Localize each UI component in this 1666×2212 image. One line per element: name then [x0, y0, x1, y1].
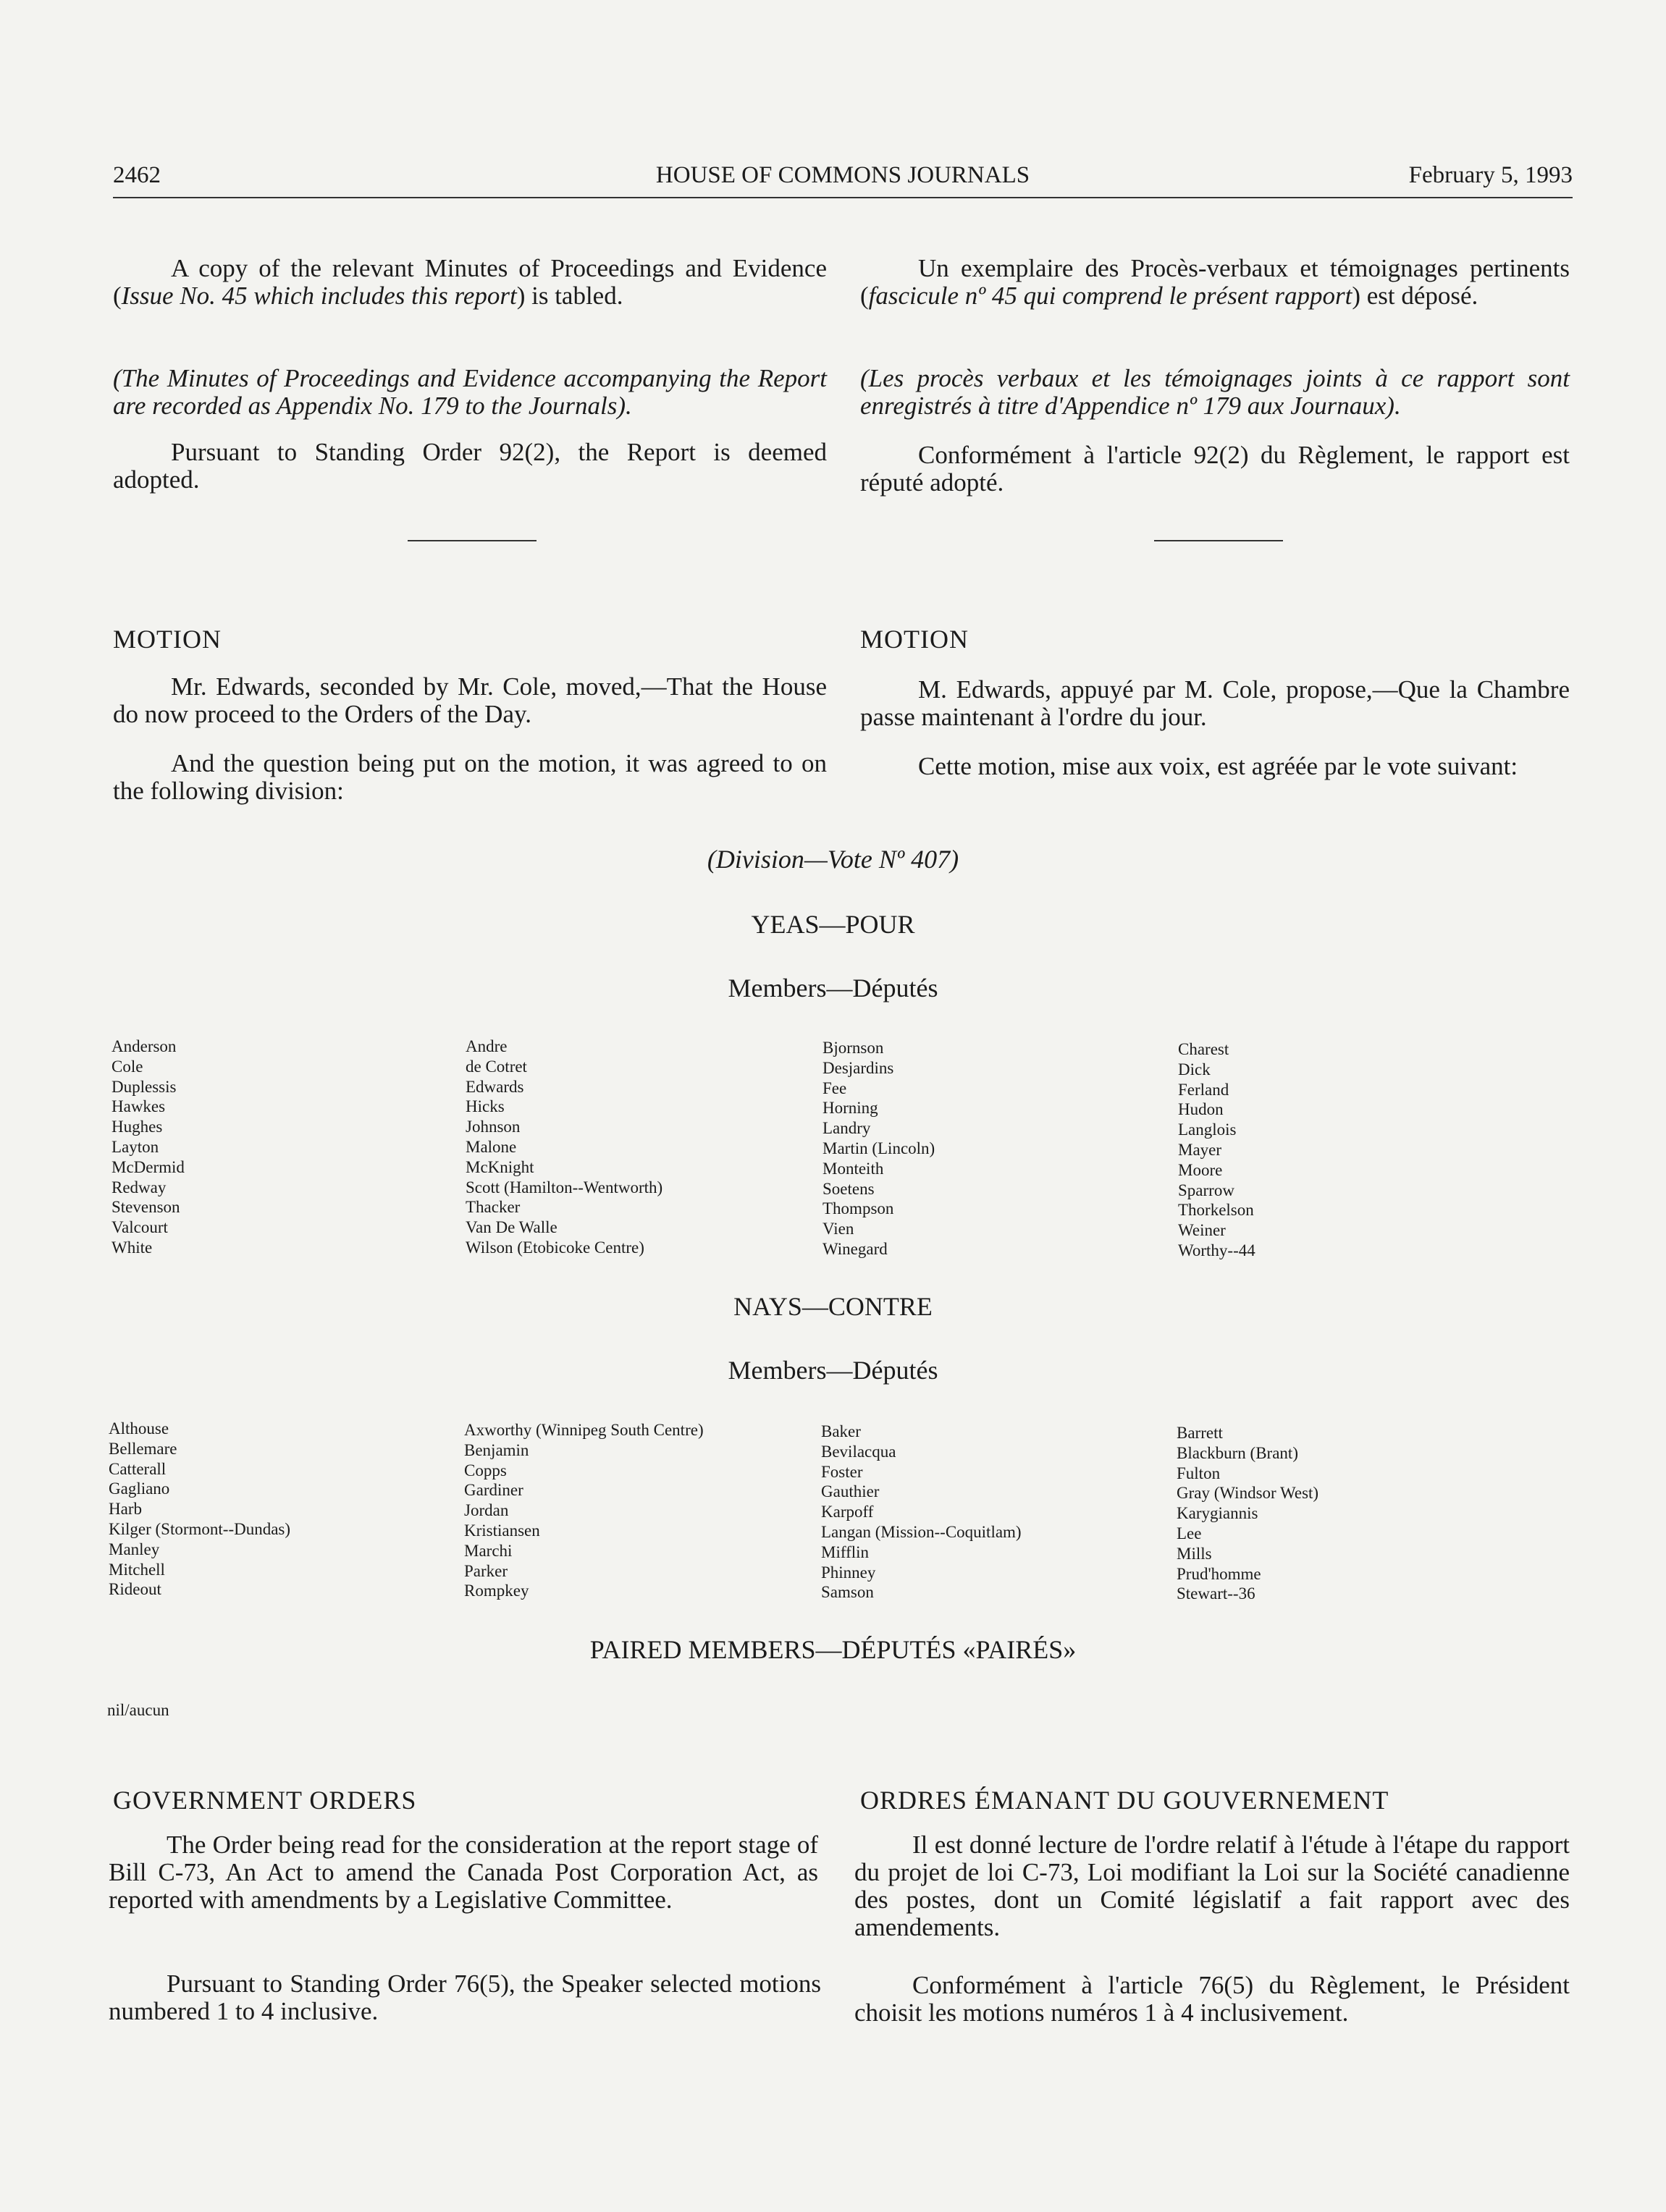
member-name: Redway — [112, 1178, 167, 1196]
nays-heading: NAYS—CONTRE — [733, 1292, 933, 1321]
paired-heading: PAIRED MEMBERS—DÉPUTÉS «PAIRÉS» — [589, 1635, 1077, 1664]
member-name: Lee — [1177, 1524, 1202, 1542]
member-name: Soetens — [823, 1179, 875, 1198]
member-name: Layton — [112, 1137, 159, 1156]
member-name: Ferland — [1178, 1080, 1229, 1099]
member-name: Stevenson — [112, 1198, 180, 1217]
section-divider-fr — [1154, 540, 1283, 541]
gov-p2-en-wrap — [109, 1970, 821, 2025]
member-name: Sparrow — [1178, 1181, 1234, 1199]
appendix-note-en: (The Minutes of Proceedings and Evidence accompanying the Report are recorded as Appendix No. 179 to the Journals). — [113, 364, 827, 420]
motion-text-en-wrap — [113, 673, 827, 728]
member-name: Mayer — [1178, 1140, 1222, 1159]
member-name: Rideout — [109, 1580, 161, 1599]
appendix-note-fr-wrap — [860, 365, 1570, 420]
gov-p1-fr-wrap — [854, 1831, 1570, 1941]
member-name: McKnight — [466, 1157, 534, 1176]
member-name: Baker — [821, 1422, 861, 1440]
motion-heading-fr-wrap — [860, 624, 1570, 654]
member-name: Moore — [1178, 1160, 1223, 1179]
member-name: Langan (Mission--Coquitlam) — [821, 1522, 1022, 1541]
member-name: Manley — [109, 1540, 160, 1558]
member-name: Foster — [821, 1462, 863, 1481]
yeas-subheading: Members—Députés — [728, 974, 938, 1002]
nays-column-2 — [464, 1420, 704, 1601]
yeas-column-3 — [823, 1038, 935, 1259]
member-name: Hawkes — [112, 1097, 166, 1116]
member-name: Samson — [821, 1583, 874, 1602]
member-name: Charest — [1178, 1040, 1229, 1058]
member-name: Stewart--36 — [1177, 1584, 1255, 1603]
yeas-column-1 — [112, 1037, 185, 1258]
member-name: Karpoff — [821, 1503, 874, 1521]
member-name: Scott (Hamilton--Wentworth) — [466, 1178, 663, 1196]
member-name: Fulton — [1177, 1464, 1221, 1482]
nays-column-4 — [1177, 1423, 1318, 1604]
nays-column-3 — [821, 1422, 1022, 1603]
member-name: Cole — [112, 1057, 143, 1076]
member-name: Axworthy (Winnipeg South Centre) — [464, 1421, 704, 1439]
motion-text-fr-wrap — [860, 676, 1570, 731]
paired-members-text: nil/aucun — [107, 1701, 169, 1719]
motion-heading-en: MOTION — [113, 625, 222, 654]
member-name: de Cotret — [466, 1057, 527, 1076]
member-name: Phinney — [821, 1563, 876, 1582]
member-name: Kilger (Stormont--Dundas) — [109, 1519, 291, 1538]
journal-title: HOUSE OF COMMONS JOURNALS — [655, 162, 1030, 188]
member-name: Marchi — [464, 1541, 513, 1560]
member-name: Valcourt — [112, 1218, 168, 1237]
page-date: February 5, 1993 — [1408, 162, 1573, 188]
deemed-adopted-fr: Conformément à l'article 92(2) du Règlement, le rapport est réputé adopté. — [860, 441, 1570, 497]
question-text-fr-wrap — [860, 753, 1570, 780]
member-name: Blackburn (Brant) — [1177, 1443, 1298, 1462]
member-name: Bellemare — [109, 1439, 177, 1458]
member-name: Thompson — [823, 1199, 894, 1218]
tabled-paragraph-en: A copy of the relevant Minutes of Proceedings and Evidence (Issue No. 45 which includes this report) is tabled. — [113, 254, 827, 310]
appendix-note-fr: (Les procès verbaux et les témoignages joints à ce rapport sont enregistrés à titre d'Appendice nº 179 aux Journaux). — [860, 364, 1570, 420]
member-name: Parker — [464, 1561, 508, 1580]
page-header — [113, 159, 1573, 198]
member-name: Duplessis — [112, 1077, 177, 1096]
motion-heading-en-wrap — [113, 624, 827, 654]
french-column-top — [860, 255, 1570, 310]
question-text-en-wrap — [113, 750, 827, 805]
member-name: Harb — [109, 1500, 142, 1519]
division-title: (Division—Vote Nº 407) — [707, 845, 959, 874]
motion-text-en: Mr. Edwards, seconded by Mr. Cole, moved,—That the House do now proceed to the Orders of the Day. — [113, 672, 827, 728]
gov-heading-en-wrap — [113, 1785, 827, 1815]
gov-orders-heading-en: GOVERNMENT ORDERS — [113, 1786, 417, 1815]
member-name: Gardiner — [464, 1481, 523, 1500]
member-name: Karygiannis — [1177, 1504, 1258, 1523]
member-name: Prud'homme — [1177, 1564, 1261, 1583]
member-name: Van De Walle — [466, 1218, 558, 1237]
member-name: Jordan — [464, 1501, 509, 1520]
deemed-adopted-en: Pursuant to Standing Order 92(2), the Report is deemed adopted. — [113, 438, 827, 494]
member-name: Edwards — [466, 1077, 524, 1096]
english-column-top — [113, 255, 827, 310]
member-name: Bevilacqua — [821, 1442, 896, 1461]
member-name: Langlois — [1178, 1120, 1237, 1139]
member-name: Worthy--44 — [1178, 1241, 1255, 1259]
member-name: Monteith — [823, 1159, 884, 1178]
member-name: Gauthier — [821, 1482, 880, 1501]
tabled-paragraph-fr: Un exemplaire des Procès-verbaux et témoignages pertinents (fascicule nº 45 qui comprend le présent rapport) est déposé. — [860, 254, 1570, 310]
member-name: Hudon — [1178, 1100, 1224, 1119]
member-name: Andre — [466, 1037, 508, 1055]
gov-orders-heading-fr: ORDRES ÉMANANT DU GOUVERNEMENT — [860, 1786, 1389, 1815]
motion-text-fr: M. Edwards, appuyé par M. Cole, propose,—Que la Chambre passe maintenant à l'ordre du jour. — [860, 675, 1570, 731]
member-name: Dick — [1178, 1060, 1211, 1078]
gov-speaker-selection-fr: Conformément à l'article 76(5) du Règlement, le Président choisit les motions numéros 1 à 4 inclusivement. — [854, 1971, 1570, 2027]
member-name: Mifflin — [821, 1542, 870, 1561]
member-name: McDermid — [112, 1157, 185, 1176]
member-name: Kristiansen — [464, 1521, 540, 1540]
member-name: Anderson — [112, 1037, 177, 1055]
yeas-heading: YEAS—POUR — [751, 910, 915, 939]
member-name: Hicks — [466, 1097, 505, 1116]
gov-orders-text-en: The Order being read for the consideration at the report stage of Bill C-73, An Act to amend the Canada Post Corporation Act, as reported with amendments by a Legislative Committee. — [109, 1831, 818, 1914]
member-name: Fee — [823, 1078, 847, 1097]
member-name: Benjamin — [464, 1440, 529, 1459]
yeas-column-4 — [1178, 1039, 1255, 1261]
question-text-en: And the question being put on the motion, it was agreed to on the following division: — [113, 749, 827, 805]
member-name: Bjornson — [823, 1039, 884, 1057]
member-name: Weiner — [1178, 1221, 1226, 1240]
member-name: White — [112, 1238, 153, 1257]
motion-heading-fr: MOTION — [860, 625, 969, 654]
page-number: 2462 — [113, 162, 161, 188]
member-name: Malone — [466, 1137, 517, 1156]
member-name: Landry — [823, 1119, 871, 1138]
member-name: Johnson — [466, 1118, 521, 1136]
gov-speaker-selection-en: Pursuant to Standing Order 76(5), the Speaker selected motions numbered 1 to 4 inclusive. — [109, 1970, 821, 2025]
member-name: Vien — [823, 1220, 854, 1238]
member-name: Barrett — [1177, 1424, 1223, 1442]
deemed-adopted-en-wrap — [113, 439, 827, 494]
member-name: Copps — [464, 1461, 507, 1479]
member-name: Hughes — [112, 1118, 163, 1136]
gov-p1-en-wrap — [109, 1831, 818, 1914]
gov-heading-fr-wrap — [860, 1785, 1570, 1815]
gov-p2-fr-wrap — [854, 1972, 1570, 2027]
nays-column-1 — [109, 1419, 290, 1600]
member-name: Mitchell — [109, 1560, 165, 1579]
member-name: Mills — [1177, 1544, 1212, 1563]
member-name: Gray (Windsor West) — [1177, 1484, 1319, 1503]
member-name: Catterall — [109, 1459, 167, 1478]
member-name: Gagliano — [109, 1479, 170, 1498]
deemed-adopted-fr-wrap — [860, 442, 1570, 497]
member-name: Desjardins — [823, 1058, 894, 1077]
member-name: Winegard — [823, 1239, 888, 1258]
member-name: Horning — [823, 1099, 878, 1118]
member-name: Rompkey — [464, 1582, 529, 1600]
section-divider-en — [408, 540, 537, 541]
member-name: Wilson (Etobicoke Centre) — [466, 1238, 644, 1257]
member-name: Martin (Lincoln) — [823, 1139, 935, 1157]
appendix-note-en-wrap — [113, 365, 827, 420]
yeas-column-2 — [466, 1037, 662, 1258]
gov-orders-text-fr: Il est donné lecture de l'ordre relatif à l'étude à l'étape du rapport du projet de loi C-73, Loi modifiant la Loi sur la Société canadienne des postes, dont un Comité législatif a fait rapport avec des amendements. — [854, 1831, 1570, 1941]
member-name: Thorkelson — [1178, 1201, 1254, 1220]
nays-subheading: Members—Députés — [728, 1356, 938, 1385]
member-name: Althouse — [109, 1419, 169, 1438]
member-name: Thacker — [466, 1198, 521, 1217]
question-text-fr: Cette motion, mise aux voix, est agréée par le vote suivant: — [918, 752, 1518, 780]
